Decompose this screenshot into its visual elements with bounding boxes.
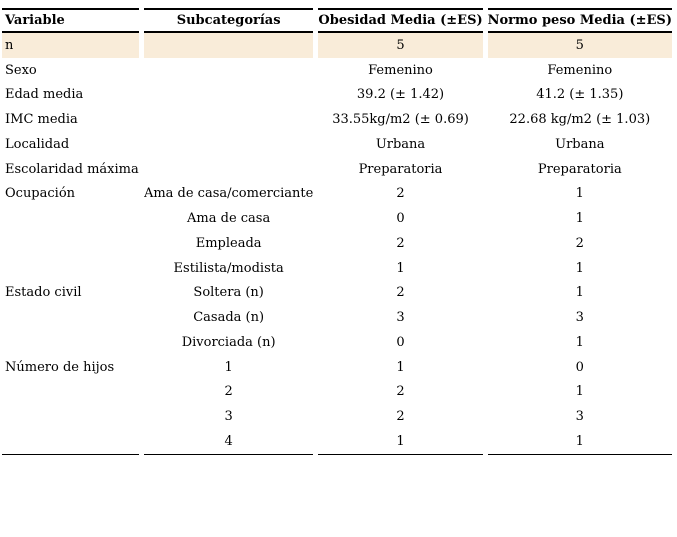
table-row-ocupacion-3 xyxy=(2,231,672,256)
cell-obesidad: 0 xyxy=(396,211,405,227)
cell-variable xyxy=(2,206,139,231)
cell-normo: Urbana xyxy=(555,136,605,152)
table-row-ocupacion-1 xyxy=(2,182,672,207)
cell-variable xyxy=(2,231,139,256)
cell-variable: IMC media xyxy=(5,112,78,128)
cell-normo: 5 xyxy=(488,33,672,58)
cell-normo: 1 xyxy=(575,384,584,400)
cell-variable: Estado civil xyxy=(5,285,82,301)
cell-subcategoria: 1 xyxy=(224,359,233,375)
stats-table xyxy=(0,8,677,455)
cell-obesidad: 33.55kg/m2 (± 0.69) xyxy=(332,112,469,128)
cell-obesidad: 3 xyxy=(396,310,405,326)
cell-subcategoria: 4 xyxy=(144,429,314,455)
cell-subcategoria: Empleada xyxy=(195,235,262,251)
table-row-ocupacion-4 xyxy=(2,256,672,281)
cell-normo: 41.2 (± 1.35) xyxy=(536,87,624,103)
cell-subcategoria xyxy=(144,107,314,132)
cell-obesidad: 39.2 (± 1.42) xyxy=(356,87,445,103)
table-row-estado-civil-2 xyxy=(2,305,672,330)
cell-obesidad: 2 xyxy=(396,409,405,425)
cell-normo: Femenino xyxy=(547,62,613,78)
cell-variable: Localidad xyxy=(5,136,70,152)
cell-normo: 0 xyxy=(575,359,584,375)
cell-normo: 1 xyxy=(575,186,584,202)
table-row-escolaridad xyxy=(2,157,672,182)
cell-normo: 1 xyxy=(575,260,584,276)
cell-variable: Edad media xyxy=(5,87,84,103)
cell-subcategoria: Ama de casa xyxy=(187,211,271,227)
cell-normo: 1 xyxy=(575,211,584,227)
header-row xyxy=(2,8,672,33)
cell-subcategoria xyxy=(144,157,314,182)
cell-variable: Escolaridad máxima xyxy=(5,161,139,177)
cell-variable: Sexo xyxy=(5,62,37,78)
cell-normo: 2 xyxy=(575,235,584,251)
table-row-imc-media xyxy=(2,107,672,132)
table-row-sexo xyxy=(2,58,672,83)
cell-subcategoria xyxy=(144,58,314,83)
col-header-subcategorias: Subcategorías xyxy=(144,8,314,33)
table-row-localidad xyxy=(2,132,672,157)
table-row-ocupacion-2 xyxy=(2,206,672,231)
cell-obesidad: 5 xyxy=(318,33,482,58)
cell-obesidad: 2 xyxy=(396,285,405,301)
cell-obesidad: Urbana xyxy=(375,136,426,152)
table-row-hijos-1 xyxy=(2,355,672,380)
cell-obesidad: 1 xyxy=(396,359,405,375)
cell-subcategoria: Divorciada (n) xyxy=(181,334,276,350)
cell-variable: Ocupación xyxy=(5,186,76,202)
col-header-obesidad: Obesidad Media (±ES) xyxy=(318,8,482,33)
cell-obesidad: Femenino xyxy=(368,62,433,78)
cell-normo: 1 xyxy=(575,285,584,301)
cell-variable xyxy=(2,429,139,455)
cell-variable: n xyxy=(2,33,139,58)
cell-subcategoria xyxy=(144,132,314,157)
cell-subcategoria: 3 xyxy=(224,409,233,425)
cell-subcategoria xyxy=(144,83,314,108)
table-row-hijos-4 xyxy=(2,429,672,455)
table-row-estado-civil-1 xyxy=(2,281,672,306)
cell-obesidad: 2 xyxy=(396,384,405,400)
cell-normo: 1 xyxy=(488,429,672,455)
table-row-n xyxy=(2,33,672,58)
table-row-hijos-3 xyxy=(2,404,672,429)
cell-obesidad: 0 xyxy=(396,334,405,350)
cell-variable xyxy=(2,305,139,330)
cell-obesidad: 2 xyxy=(396,186,405,202)
cell-subcategoria: Estilista/modista xyxy=(173,260,284,276)
cell-normo: 3 xyxy=(575,310,584,326)
table-row-estado-civil-3 xyxy=(2,330,672,355)
table-row-hijos-2 xyxy=(2,380,672,405)
cell-normo: 1 xyxy=(575,334,584,350)
col-header-normo-peso: Normo peso Media (±ES) xyxy=(488,8,672,33)
cell-variable xyxy=(2,256,139,281)
cell-subcategoria: Soltera (n) xyxy=(193,285,264,301)
cell-subcategoria: Casada (n) xyxy=(193,310,265,326)
cell-obesidad: 1 xyxy=(318,429,482,455)
cell-variable xyxy=(2,380,139,405)
cell-variable xyxy=(2,404,139,429)
table-row-edad-media xyxy=(2,83,672,108)
cell-subcategoria: Ama de casa/comerciante xyxy=(143,186,314,202)
cell-normo: Preparatoria xyxy=(537,161,622,177)
cell-obesidad: 2 xyxy=(396,235,405,251)
cell-subcategoria xyxy=(144,33,314,58)
cell-subcategoria: 2 xyxy=(224,384,233,400)
cell-obesidad: 1 xyxy=(396,260,405,276)
col-header-variable: Variable xyxy=(2,8,139,33)
cell-obesidad: Preparatoria xyxy=(358,161,443,177)
cell-normo: 22.68 kg/m2 (± 1.03) xyxy=(509,112,651,128)
cell-variable: Número de hijos xyxy=(5,359,115,375)
cell-normo: 3 xyxy=(575,409,584,425)
cell-variable xyxy=(2,330,139,355)
